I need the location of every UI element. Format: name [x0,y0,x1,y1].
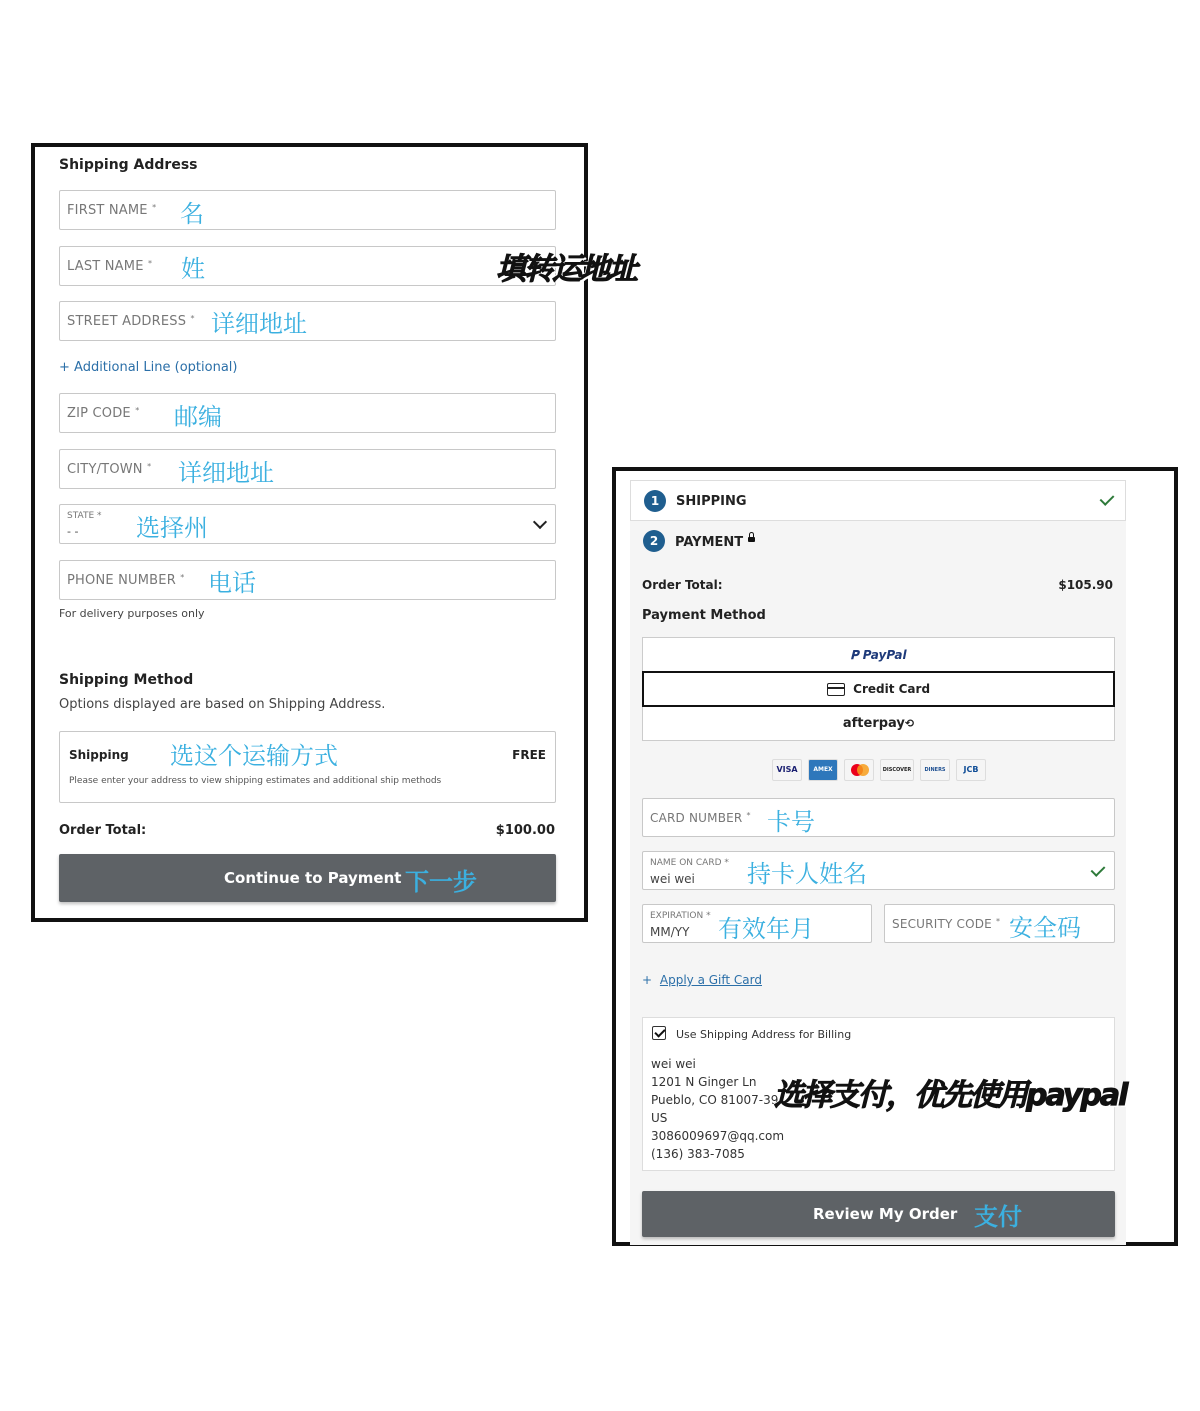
use-shipping-for-billing-label: Use Shipping Address for Billing [676,1028,852,1041]
zip-code-label: ZIP CODE * [67,406,140,421]
credit-card-icon [827,683,845,696]
expiration-label: EXPIRATION * [650,911,711,921]
review-button-label: Review My Order [813,1205,958,1223]
continue-button-label: Continue to Payment [224,869,402,887]
mastercard-icon [844,759,874,781]
name-on-card-annotation: 持卡人姓名 [747,860,867,888]
last-name-field[interactable] [59,246,556,286]
phone-number-annotation: 电话 [208,569,256,597]
step-payment-number: 2 [643,530,665,552]
payment-method-title: Payment Method [642,608,766,623]
discover-icon: DISCOVER [880,759,914,781]
paypal-icon: 𝐏 [850,648,859,662]
visa-icon: VISA [772,759,802,781]
review-my-order-button[interactable] [642,1191,1115,1237]
step-payment-label: PAYMENT [675,535,744,550]
check-icon [1100,491,1115,506]
security-code-label: SECURITY CODE * [892,917,1001,931]
shipping-method-title: Shipping Method [59,672,194,688]
city-town-label: CITY/TOWN * [67,462,152,477]
expiration-annotation: 有效年月 [718,915,814,943]
card-logos [772,759,992,781]
paypal-label: PayPal [862,648,907,662]
billing-address-lines [651,1055,784,1163]
billing-street: 1201 N Ginger Ln [651,1075,757,1089]
payment-order-total-value: $105.90 [1058,578,1113,592]
diners-icon: DINERS [920,759,950,781]
lock-icon [748,537,755,542]
state-label: STATE * [67,511,102,521]
card-number-field[interactable] [642,798,1115,837]
city-town-field[interactable] [59,449,556,489]
credit-card-label: Credit Card [853,682,931,696]
order-total-value: $100.00 [495,823,555,838]
chevron-down-icon [533,515,547,529]
zip-code-annotation: 邮编 [174,403,222,431]
phone-number-field[interactable] [59,560,556,600]
check-icon [1091,862,1106,877]
billing-email: 3086009697@qq.com [651,1129,785,1143]
afterpay-label: afterpay [842,716,905,731]
shipping-side-annotation: 填转运地址 [496,252,636,287]
shipping-option-price: FREE [512,748,546,762]
billing-phone: (136) 383-7085 [651,1147,745,1161]
apply-gift-card-link[interactable] [642,973,762,987]
order-total-label: Order Total: [59,823,147,838]
name-on-card-label: NAME ON CARD * [650,858,729,868]
phone-delivery-note: For delivery purposes only [59,607,205,620]
name-on-card-value: wei wei [650,872,695,886]
card-number-annotation: 卡号 [767,808,815,836]
zip-code-field[interactable] [59,393,556,433]
billing-country: US [651,1111,668,1125]
continue-button-annotation: 下一步 [405,868,477,896]
shipping-option[interactable] [59,731,556,803]
additional-line-link[interactable]: + Additional Line (optional) [59,360,238,375]
review-button-annotation: 支付 [974,1203,1022,1231]
payment-panel [612,467,1178,1246]
security-code-field[interactable] [884,904,1115,943]
gift-card-plus: + [642,973,653,987]
shipping-address-title: Shipping Address [59,157,198,173]
shipping-method-subtitle: Options displayed are based on Shipping Address. [59,697,386,712]
card-number-label: CARD NUMBER * [650,811,751,825]
continue-to-payment-button[interactable] [59,854,556,902]
phone-number-label: PHONE NUMBER * [67,573,185,588]
jcb-icon: JCB [956,759,986,781]
expiration-field[interactable] [642,904,872,943]
first-name-label: FIRST NAME * [67,203,157,218]
state-annotation: 选择州 [136,514,208,542]
paypal-option[interactable] [643,638,1114,672]
payment-order-total-label: Order Total: [642,578,723,592]
afterpay-option[interactable] [643,707,1114,741]
last-name-annotation: 姓 [181,255,205,283]
last-name-label: LAST NAME * [67,259,153,274]
first-name-annotation: 名 [180,200,204,228]
shipping-option-name: Shipping [69,748,129,762]
credit-card-option[interactable] [642,671,1115,707]
step-shipping-label: SHIPPING [676,494,747,509]
street-address-label: STREET ADDRESS * [67,314,195,329]
state-select[interactable] [59,504,556,544]
shipping-option-annotation: 选这个运输方式 [170,742,338,770]
gift-card-text: Apply a Gift Card [659,973,762,987]
state-value: - - [67,525,79,538]
use-shipping-for-billing-checkbox[interactable] [652,1026,666,1040]
billing-name: wei wei [651,1057,696,1071]
afterpay-icon: ⟲ [904,717,915,730]
name-on-card-field[interactable] [642,851,1115,890]
expiration-value: MM/YY [650,925,690,939]
payment-method-options [642,637,1115,741]
payment-side-annotation: 选择支付，优先使用paypal [774,1078,1127,1113]
security-code-annotation: 安全码 [1009,914,1081,942]
amex-icon: AMEX [808,759,838,781]
shipping-option-note: Please enter your address to view shipping estimates and additional ship methods [69,776,442,786]
first-name-field[interactable] [59,190,556,230]
street-address-annotation: 详细地址 [211,310,307,338]
step-shipping-row[interactable] [630,480,1126,521]
step-shipping-number: 1 [644,490,666,512]
city-town-annotation: 详细地址 [178,459,274,487]
street-address-field[interactable] [59,301,556,341]
billing-city: Pueblo, CO 81007-39 [651,1093,779,1107]
